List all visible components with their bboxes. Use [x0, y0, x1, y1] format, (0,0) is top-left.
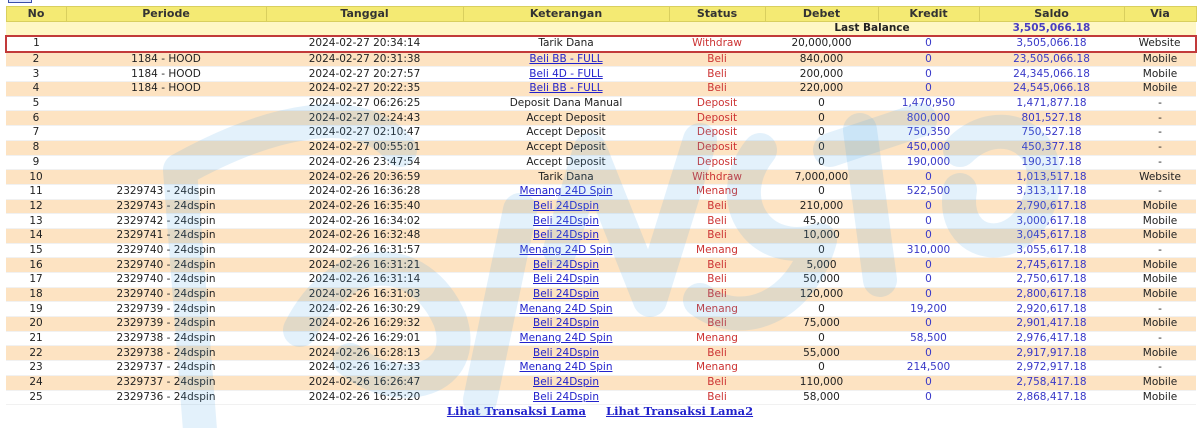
cell-via: Mobile [1124, 228, 1196, 243]
cell-kredit: 0 [878, 214, 979, 229]
cell-no: 3 [6, 67, 66, 82]
cell-no: 7 [6, 126, 66, 141]
cell-via: Mobile [1124, 287, 1196, 302]
cell-no: 5 [6, 96, 66, 111]
cell-via: - [1124, 111, 1196, 126]
cell-no: 16 [6, 258, 66, 273]
cell-tanggal: 2024-02-26 16:32:48 [266, 228, 463, 243]
keterangan-link[interactable]: Beli 24Dspin [533, 376, 599, 389]
cell-tanggal: 2024-02-26 16:28:13 [266, 346, 463, 361]
table-row [6, 331, 1196, 346]
cell-kredit: 0 [878, 390, 979, 405]
cell-tanggal: 2024-02-27 06:26:25 [266, 96, 463, 111]
table-row [6, 52, 1196, 67]
keterangan-link[interactable]: Beli 24Dspin [533, 317, 599, 330]
cell-no: 22 [6, 346, 66, 361]
cell-periode: 2329736 - 24dspin [66, 390, 266, 405]
last-balance-empty [1124, 22, 1196, 37]
keterangan-link[interactable]: Beli 24Dspin [533, 199, 599, 212]
cell-tanggal: 2024-02-26 16:31:57 [266, 243, 463, 258]
last-balance-spacer [6, 22, 765, 37]
table-row [6, 390, 1196, 405]
cell-status: Beli [669, 317, 765, 332]
cell-keterangan: Accept Deposit [463, 111, 669, 126]
cell-saldo: 2,790,617.18 [979, 199, 1124, 214]
cell-periode [66, 126, 266, 141]
cell-no: 23 [6, 361, 66, 376]
cell-keterangan [463, 67, 669, 82]
cell-saldo: 24,545,066.18 [979, 82, 1124, 97]
cell-no: 12 [6, 199, 66, 214]
cell-kredit: 310,000 [878, 243, 979, 258]
keterangan-link[interactable]: Beli 24Dspin [533, 258, 599, 271]
last-balance-label: Last Balance [765, 22, 979, 37]
cell-kredit: 0 [878, 258, 979, 273]
cell-via: Mobile [1124, 199, 1196, 214]
cell-saldo: 2,750,617.18 [979, 273, 1124, 288]
header-saldo: Saldo [979, 7, 1124, 22]
cell-debet: 5,000 [765, 258, 878, 273]
cell-no: 10 [6, 170, 66, 185]
cell-status: Beli [669, 258, 765, 273]
cell-via: Mobile [1124, 375, 1196, 390]
table-row [6, 82, 1196, 97]
cell-periode [66, 96, 266, 111]
cell-tanggal: 2024-02-26 16:31:21 [266, 258, 463, 273]
cell-saldo: 23,505,066.18 [979, 52, 1124, 67]
cell-keterangan [463, 390, 669, 405]
keterangan-link[interactable]: Beli 24Dspin [533, 273, 599, 286]
cell-status: Beli [669, 214, 765, 229]
cell-via: Mobile [1124, 346, 1196, 361]
cell-debet: 200,000 [765, 67, 878, 82]
cell-debet: 210,000 [765, 199, 878, 214]
cell-kredit: 0 [878, 82, 979, 97]
cell-no: 19 [6, 302, 66, 317]
cell-via: Mobile [1124, 214, 1196, 229]
cell-no: 4 [6, 82, 66, 97]
cell-kredit: 58,500 [878, 331, 979, 346]
cell-saldo: 3,505,066.18 [979, 36, 1124, 52]
cell-keterangan [463, 317, 669, 332]
cell-periode: 1184 - HOOD [66, 52, 266, 67]
cell-status: Beli [669, 82, 765, 97]
cell-keterangan: Tarik Dana [463, 170, 669, 185]
cell-status: Withdraw [669, 36, 765, 52]
table-icon [8, 0, 32, 3]
view-old-transactions-link[interactable]: Lihat Transaksi Lama [446, 404, 586, 418]
cell-periode: 2329740 - 24dspin [66, 287, 266, 302]
cell-kredit: 190,000 [878, 155, 979, 170]
cell-keterangan [463, 243, 669, 258]
cell-status: Menang [669, 184, 765, 199]
keterangan-link[interactable]: Beli 24Dspin [533, 346, 599, 359]
cell-debet: 10,000 [765, 228, 878, 243]
cell-status: Beli [669, 390, 765, 405]
table-row [6, 243, 1196, 258]
cell-debet: 7,000,000 [765, 170, 878, 185]
cell-no: 6 [6, 111, 66, 126]
bottom-links [0, 404, 1200, 418]
cell-kredit: 522,500 [878, 184, 979, 199]
cell-periode [66, 111, 266, 126]
keterangan-link[interactable]: Beli BB - FULL [529, 53, 603, 66]
cell-periode: 2329742 - 24dspin [66, 214, 266, 229]
cell-tanggal: 2024-02-26 16:31:14 [266, 273, 463, 288]
cell-periode [66, 170, 266, 185]
cell-status: Deposit [669, 111, 765, 126]
cell-status: Menang [669, 361, 765, 376]
table-row [6, 36, 1196, 52]
cell-status: Menang [669, 331, 765, 346]
cell-status: Deposit [669, 155, 765, 170]
cell-kredit: 450,000 [878, 140, 979, 155]
cell-via: Mobile [1124, 67, 1196, 82]
cell-keterangan: Tarik Dana [463, 36, 669, 52]
cell-saldo: 3,055,617.18 [979, 243, 1124, 258]
cell-no: 17 [6, 273, 66, 288]
cell-keterangan [463, 184, 669, 199]
cell-tanggal: 2024-02-27 20:22:35 [266, 82, 463, 97]
table-row [6, 346, 1196, 361]
cell-periode: 1184 - HOOD [66, 82, 266, 97]
table-row [6, 317, 1196, 332]
cell-debet: 0 [765, 155, 878, 170]
cell-no: 24 [6, 375, 66, 390]
cell-keterangan: Deposit Dana Manual [463, 96, 669, 111]
cell-kredit: 214,500 [878, 361, 979, 376]
cell-via: - [1124, 243, 1196, 258]
cell-periode: 2329743 - 24dspin [66, 199, 266, 214]
cell-no: 21 [6, 331, 66, 346]
cell-kredit: 19,200 [878, 302, 979, 317]
cell-status: Beli [669, 273, 765, 288]
cell-via: Mobile [1124, 273, 1196, 288]
cell-periode: 2329738 - 24dspin [66, 331, 266, 346]
cell-kredit: 0 [878, 375, 979, 390]
cell-no: 14 [6, 228, 66, 243]
table-row [6, 302, 1196, 317]
cell-debet: 45,000 [765, 214, 878, 229]
keterangan-link[interactable]: Menang 24D Spin [519, 185, 613, 198]
cell-via: Mobile [1124, 390, 1196, 405]
cell-tanggal: 2024-02-26 23:47:54 [266, 155, 463, 170]
cell-tanggal: 2024-02-26 16:29:32 [266, 317, 463, 332]
cell-saldo: 450,377.18 [979, 140, 1124, 155]
cell-debet: 0 [765, 302, 878, 317]
cell-via: - [1124, 96, 1196, 111]
cell-saldo: 2,976,417.18 [979, 331, 1124, 346]
keterangan-link[interactable]: Beli 24Dspin [533, 229, 599, 242]
cell-saldo: 2,920,617.18 [979, 302, 1124, 317]
cell-periode: 2329741 - 24dspin [66, 228, 266, 243]
header-tanggal: Tanggal [266, 7, 463, 22]
cell-via: Mobile [1124, 317, 1196, 332]
cell-debet: 0 [765, 111, 878, 126]
cell-tanggal: 2024-02-27 02:10:47 [266, 126, 463, 141]
cell-debet: 120,000 [765, 287, 878, 302]
cell-kredit: 0 [878, 228, 979, 243]
cell-no: 8 [6, 140, 66, 155]
cell-via: - [1124, 331, 1196, 346]
cell-debet: 220,000 [765, 82, 878, 97]
header-via: Via [1124, 7, 1196, 22]
cell-via: - [1124, 155, 1196, 170]
cell-debet: 20,000,000 [765, 36, 878, 52]
cell-keterangan [463, 273, 669, 288]
table-row [6, 375, 1196, 390]
cell-tanggal: 2024-02-27 20:27:57 [266, 67, 463, 82]
cell-periode: 2329737 - 24dspin [66, 375, 266, 390]
cell-saldo: 2,745,617.18 [979, 258, 1124, 273]
cell-saldo: 3,000,617.18 [979, 214, 1124, 229]
cell-via: - [1124, 184, 1196, 199]
cell-keterangan [463, 258, 669, 273]
cell-no: 13 [6, 214, 66, 229]
cell-saldo: 801,527.18 [979, 111, 1124, 126]
cell-no: 20 [6, 317, 66, 332]
cell-saldo: 2,868,417.18 [979, 390, 1124, 405]
cell-status: Beli [669, 228, 765, 243]
cell-tanggal: 2024-02-26 16:35:40 [266, 199, 463, 214]
cell-kredit: 1,470,950 [878, 96, 979, 111]
cell-saldo: 24,345,066.18 [979, 67, 1124, 82]
cell-periode [66, 140, 266, 155]
table-row [6, 287, 1196, 302]
cell-debet: 0 [765, 243, 878, 258]
cell-periode: 2329740 - 24dspin [66, 273, 266, 288]
cell-debet: 0 [765, 126, 878, 141]
cell-saldo: 1,013,517.18 [979, 170, 1124, 185]
cell-periode: 2329739 - 24dspin [66, 317, 266, 332]
table-row [6, 199, 1196, 214]
table-row [6, 228, 1196, 243]
cell-tanggal: 2024-02-26 16:29:01 [266, 331, 463, 346]
cell-periode: 2329740 - 24dspin [66, 243, 266, 258]
table-row [6, 96, 1196, 111]
cell-periode: 2329739 - 24dspin [66, 302, 266, 317]
cell-tanggal: 2024-02-26 16:27:33 [266, 361, 463, 376]
cell-keterangan [463, 331, 669, 346]
cell-no: 2 [6, 52, 66, 67]
cell-kredit: 0 [878, 346, 979, 361]
table-row [6, 155, 1196, 170]
cell-saldo: 190,317.18 [979, 155, 1124, 170]
cell-via: Website [1124, 170, 1196, 185]
cell-kredit: 0 [878, 287, 979, 302]
cell-no: 15 [6, 243, 66, 258]
cell-via: - [1124, 140, 1196, 155]
table-row [6, 258, 1196, 273]
keterangan-link[interactable]: Beli BB - FULL [529, 82, 603, 95]
keterangan-link[interactable]: Beli 24Dspin [533, 390, 599, 403]
cell-periode [66, 155, 266, 170]
table-row [6, 67, 1196, 82]
cell-via: - [1124, 126, 1196, 141]
cell-keterangan [463, 287, 669, 302]
transaction-table [5, 6, 1197, 405]
cell-tanggal: 2024-02-27 02:24:43 [266, 111, 463, 126]
cell-via: Mobile [1124, 82, 1196, 97]
cell-keterangan: Accept Deposit [463, 126, 669, 141]
cell-keterangan [463, 228, 669, 243]
cell-debet: 0 [765, 140, 878, 155]
cell-no: 18 [6, 287, 66, 302]
cell-saldo: 1,471,877.18 [979, 96, 1124, 111]
table-row [6, 273, 1196, 288]
cell-tanggal: 2024-02-27 20:34:14 [266, 36, 463, 52]
cell-keterangan [463, 302, 669, 317]
header-kredit: Kredit [878, 7, 979, 22]
cell-status: Deposit [669, 96, 765, 111]
cell-saldo: 750,527.18 [979, 126, 1124, 141]
cell-status: Beli [669, 199, 765, 214]
cell-no: 25 [6, 390, 66, 405]
cell-saldo: 2,972,917.18 [979, 361, 1124, 376]
header-keterangan: Keterangan [463, 7, 669, 22]
keterangan-link[interactable]: Menang 24D Spin [519, 302, 613, 315]
cell-periode [66, 36, 266, 52]
cell-keterangan: Accept Deposit [463, 140, 669, 155]
cell-saldo: 3,313,117.18 [979, 184, 1124, 199]
header-periode: Periode [66, 7, 266, 22]
cell-no: 11 [6, 184, 66, 199]
cell-keterangan: Accept Deposit [463, 155, 669, 170]
cell-tanggal: 2024-02-26 20:36:59 [266, 170, 463, 185]
cell-kredit: 0 [878, 317, 979, 332]
cell-debet: 110,000 [765, 375, 878, 390]
cell-saldo: 2,917,917.18 [979, 346, 1124, 361]
cell-status: Deposit [669, 140, 765, 155]
cell-kredit: 0 [878, 273, 979, 288]
cell-kredit: 0 [878, 67, 979, 82]
table-row [6, 214, 1196, 229]
keterangan-link[interactable]: Menang 24D Spin [519, 361, 613, 374]
cell-tanggal: 2024-02-26 16:30:29 [266, 302, 463, 317]
table-row [6, 126, 1196, 141]
cell-status: Beli [669, 375, 765, 390]
cell-tanggal: 2024-02-26 16:25:20 [266, 390, 463, 405]
cell-tanggal: 2024-02-26 16:36:28 [266, 184, 463, 199]
cell-keterangan [463, 82, 669, 97]
cell-keterangan [463, 346, 669, 361]
cell-kredit: 0 [878, 170, 979, 185]
cell-no: 9 [6, 155, 66, 170]
cell-periode: 2329738 - 24dspin [66, 346, 266, 361]
cell-periode: 2329737 - 24dspin [66, 361, 266, 376]
cell-saldo: 2,901,417.18 [979, 317, 1124, 332]
cell-via: - [1124, 302, 1196, 317]
cell-periode: 1184 - HOOD [66, 67, 266, 82]
cell-keterangan [463, 214, 669, 229]
cell-status: Beli [669, 346, 765, 361]
table-row [6, 111, 1196, 126]
cell-tanggal: 2024-02-26 16:26:47 [266, 375, 463, 390]
cell-no: 1 [6, 36, 66, 52]
cell-via: Mobile [1124, 258, 1196, 273]
keterangan-link[interactable]: Menang 24D Spin [519, 332, 613, 345]
cell-debet: 0 [765, 331, 878, 346]
cell-status: Menang [669, 302, 765, 317]
cell-saldo: 3,045,617.18 [979, 228, 1124, 243]
last-balance-row [6, 22, 1196, 37]
cell-debet: 840,000 [765, 52, 878, 67]
cell-kredit: 750,350 [878, 126, 979, 141]
cell-keterangan [463, 199, 669, 214]
header-status: Status [669, 7, 765, 22]
keterangan-link[interactable]: Beli 24Dspin [533, 214, 599, 227]
keterangan-link[interactable]: Menang 24D Spin [519, 243, 613, 256]
table-row [6, 184, 1196, 199]
cell-periode: 2329743 - 24dspin [66, 184, 266, 199]
cell-status: Menang [669, 243, 765, 258]
cell-debet: 50,000 [765, 273, 878, 288]
cell-status: Beli [669, 52, 765, 67]
keterangan-link[interactable]: Beli 4D - FULL [529, 67, 603, 80]
table-row [6, 361, 1196, 376]
keterangan-link[interactable]: Beli 24Dspin [533, 288, 599, 301]
table-header-row [6, 7, 1196, 22]
cell-keterangan [463, 361, 669, 376]
last-balance-value: 3,505,066.18 [979, 22, 1124, 37]
cell-keterangan [463, 375, 669, 390]
cell-debet: 58,000 [765, 390, 878, 405]
cell-status: Deposit [669, 126, 765, 141]
cell-kredit: 0 [878, 52, 979, 67]
header-debet: Debet [765, 7, 878, 22]
cell-kredit: 800,000 [878, 111, 979, 126]
cell-via: Website [1124, 36, 1196, 52]
table-row [6, 170, 1196, 185]
cell-tanggal: 2024-02-26 16:31:03 [266, 287, 463, 302]
cell-status: Beli [669, 67, 765, 82]
cell-debet: 75,000 [765, 317, 878, 332]
cell-saldo: 2,758,417.18 [979, 375, 1124, 390]
cell-saldo: 2,800,617.18 [979, 287, 1124, 302]
cell-kredit: 0 [878, 36, 979, 52]
cell-kredit: 0 [878, 199, 979, 214]
cell-status: Beli [669, 287, 765, 302]
cell-debet: 0 [765, 96, 878, 111]
cell-tanggal: 2024-02-27 20:31:38 [266, 52, 463, 67]
view-old-transactions-2-link[interactable]: Lihat Transaksi Lama2 [606, 404, 754, 418]
cell-debet: 0 [765, 361, 878, 376]
cell-debet: 55,000 [765, 346, 878, 361]
cell-via: - [1124, 361, 1196, 376]
table-row [6, 140, 1196, 155]
cell-tanggal: 2024-02-26 16:34:02 [266, 214, 463, 229]
cell-debet: 0 [765, 184, 878, 199]
cell-via: Mobile [1124, 52, 1196, 67]
cell-status: Withdraw [669, 170, 765, 185]
cell-keterangan [463, 52, 669, 67]
cell-periode: 2329740 - 24dspin [66, 258, 266, 273]
header-no: No [6, 7, 66, 22]
cell-tanggal: 2024-02-27 00:55:01 [266, 140, 463, 155]
